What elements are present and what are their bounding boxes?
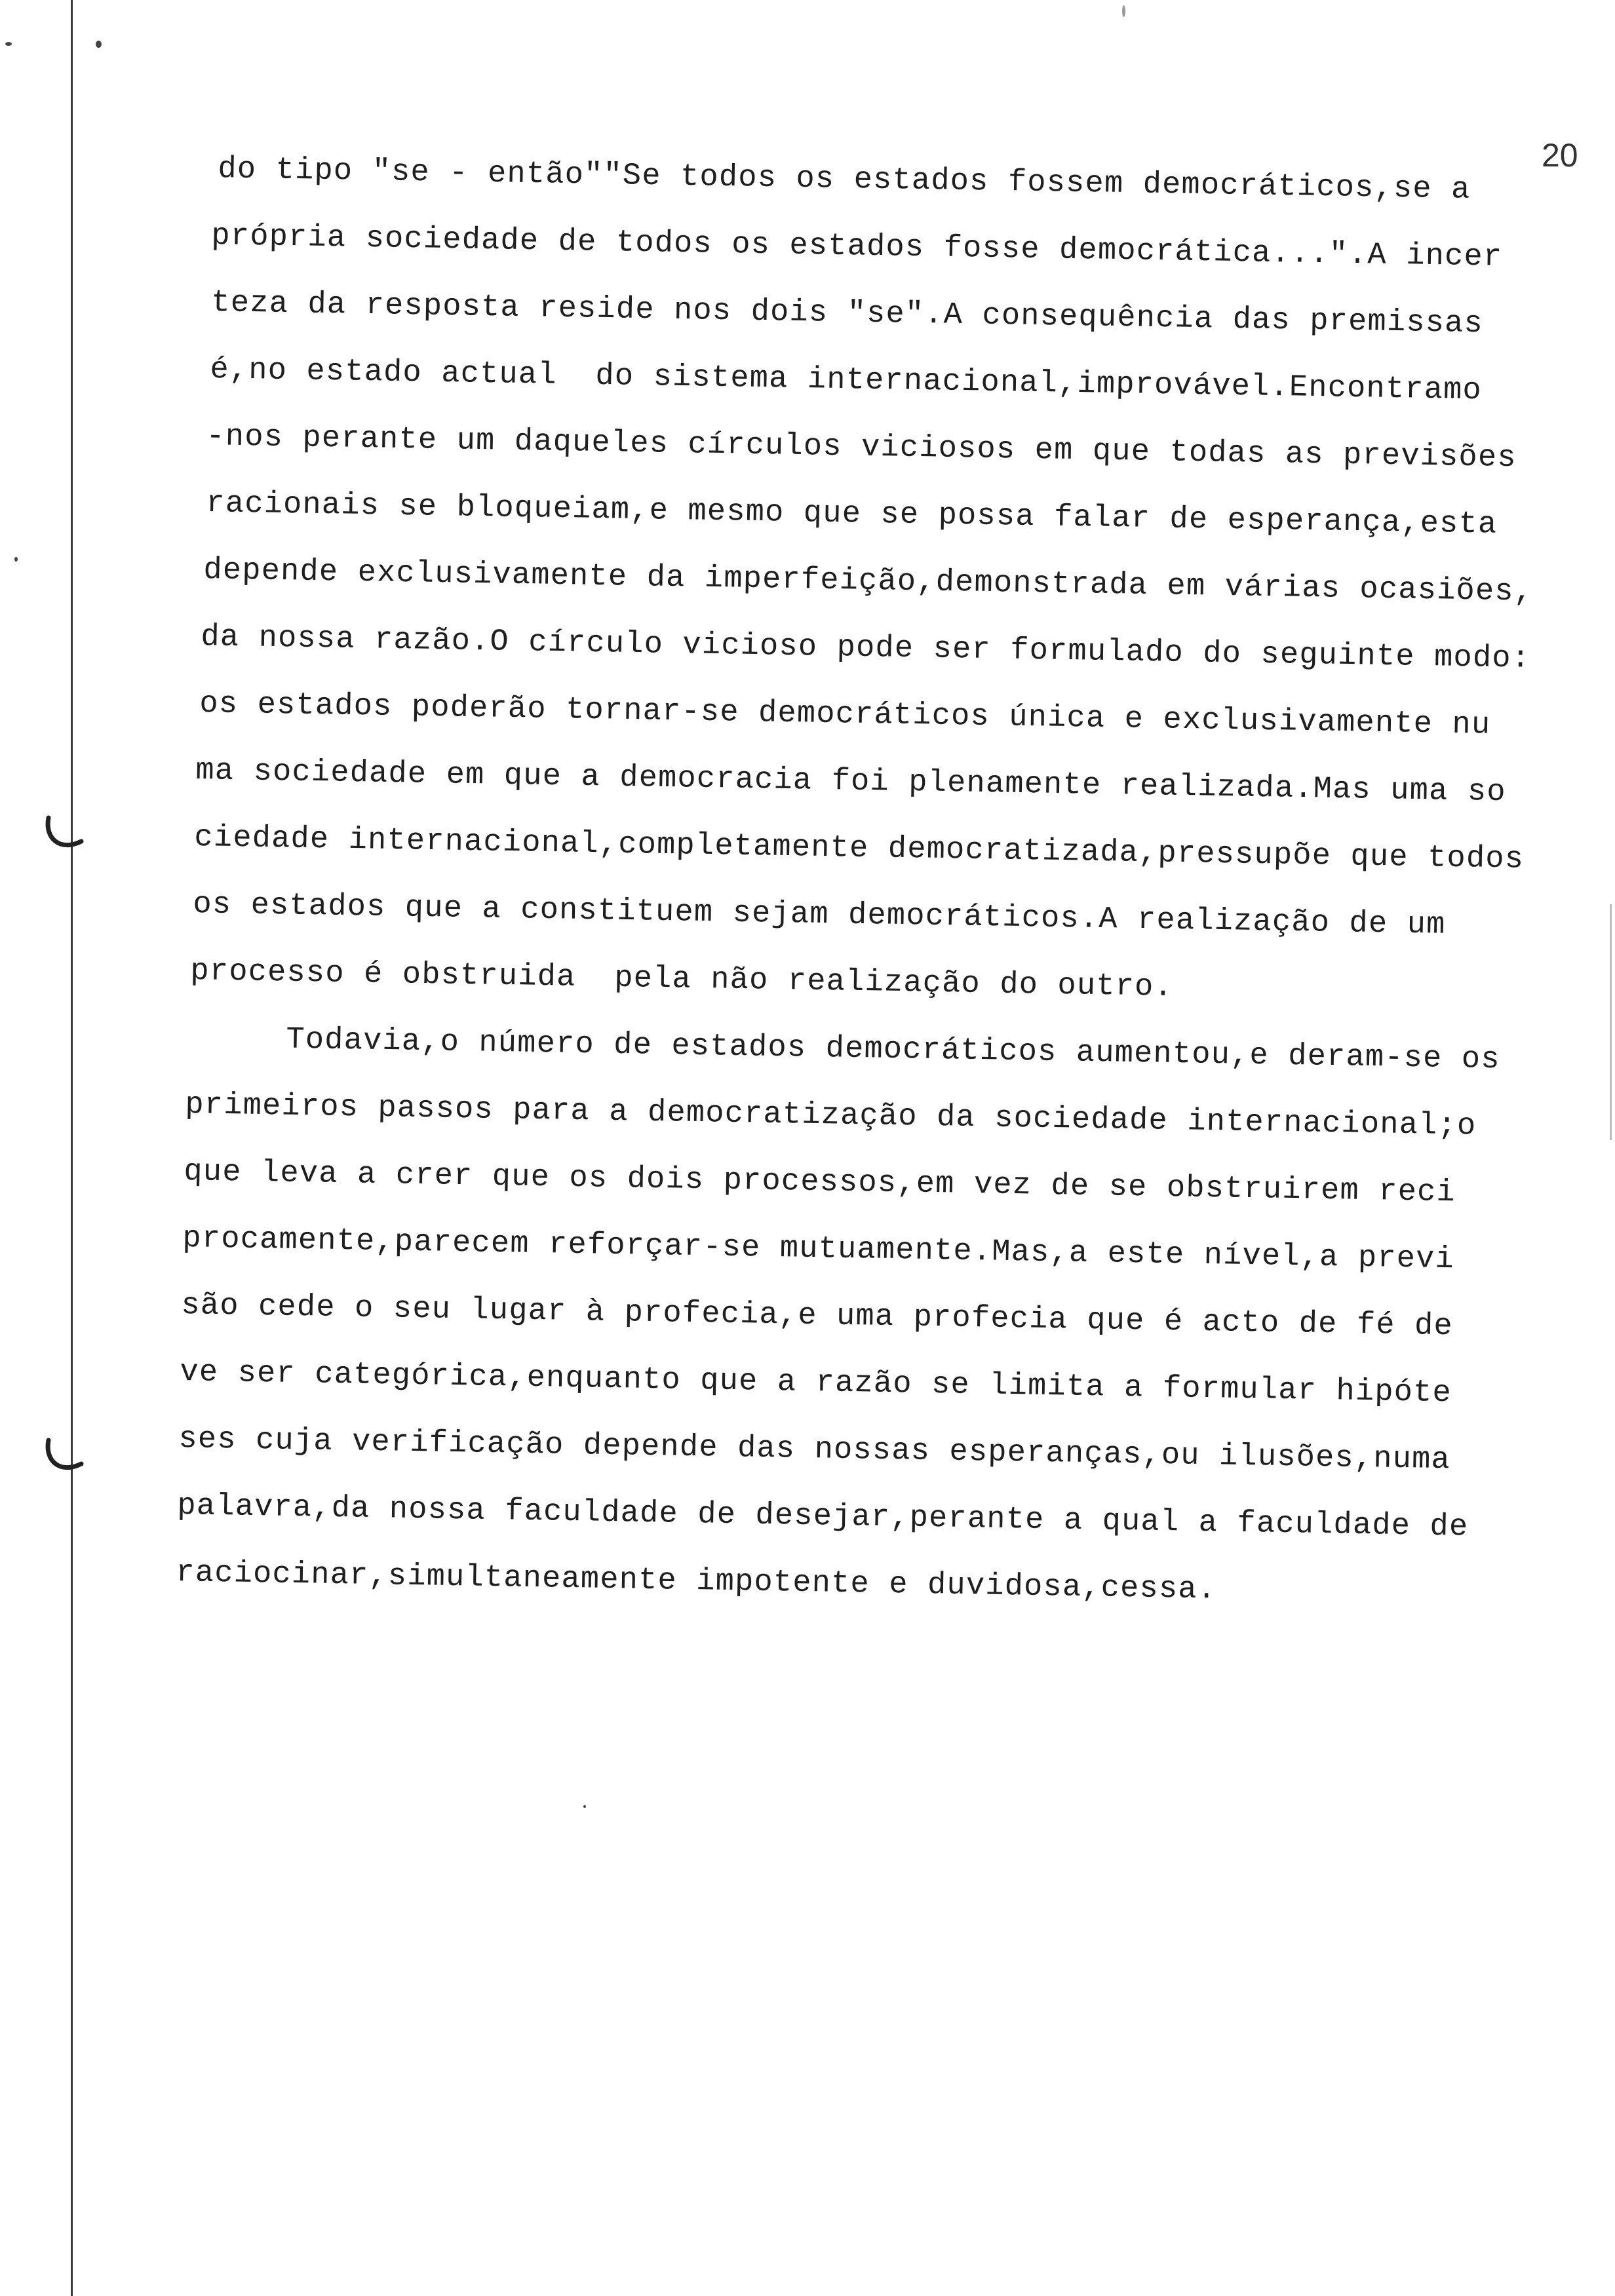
text-line: própria sociedade de todos os estados fosse democrática...".A incer (211, 219, 1503, 275)
text-line: -nos perante um daqueles círculos viciosos em que todas as previsões (206, 419, 1517, 476)
text-line: teza da resposta reside nos dois "se".A consequência das premissas (211, 286, 1484, 342)
text-line: depende exclusivamente da imperfeição,demonstrada em várias ocasiões, (203, 553, 1534, 610)
paragraph-2 (177, 1023, 1586, 1624)
text-line: ve ser categórica,enquanto que a razão se limita a formular hipóte (180, 1355, 1452, 1411)
text-line: os estados poderão tornar-se democráticos única e exclusivamente nu (199, 687, 1491, 743)
binding-hole-mark-upper (41, 813, 87, 858)
text-line: do tipo "se - então""Se todos os estados fossem democráticos,se a (218, 152, 1471, 208)
text-line: que leva a crer que os dois processos,em vez de se obstruirem reci (184, 1155, 1456, 1211)
scan-speck (14, 557, 18, 562)
body-text (177, 154, 1586, 1624)
text-line: os estados que a constituem sejam democráticos.A realização de um (193, 887, 1446, 943)
text-line: raciocinar,simultaneamente impotente e duvidosa,cessa. (176, 1556, 1217, 1608)
text-line: processo é obstruida pela não realização do outro. (190, 954, 1174, 1005)
paragraph-1 (177, 154, 1586, 1023)
text-line: primeiros passos para a democratização da sociedade internacional;o (185, 1088, 1477, 1144)
left-margin-rule (71, 0, 73, 2296)
right-edge-shadow (1610, 904, 1612, 1140)
text-line: palavra,da nossa faculdade de desejar,perante a qual a faculdade de (177, 1489, 1469, 1545)
text-line: Todavia,o número de estados democráticos aumentou,e deram-se os (285, 1022, 1501, 1078)
text-line: ses cuja verificação depende das nossas esperanças,ou ilusões,numa (178, 1422, 1451, 1478)
text-line: ciedade internacional,completamente democratizada,pressupõe que todos (194, 820, 1525, 877)
scan-speck (1122, 5, 1125, 17)
text-line: da nossa razão.O círculo vicioso pode ser formulado do seguinte modo: (201, 620, 1531, 677)
text-line: ma sociedade em que a democracia foi plenamente realizada.Mas uma so (195, 754, 1507, 811)
text-line: procamente,parecem reforçar-se mutuamente.Mas,a este nível,a previ (182, 1221, 1455, 1278)
text-line: racionais se bloqueiam,e mesmo que se possa falar de esperança,esta (206, 486, 1498, 543)
binding-hole-mark-lower (41, 1435, 87, 1481)
text-line: é,no estado actual do sistema internacional,improvável.Encontramo (210, 353, 1483, 409)
scan-speck (583, 1805, 586, 1808)
scan-speck (96, 41, 102, 48)
scan-speck (5, 42, 12, 46)
page-number: 20 (1542, 137, 1578, 174)
text-line: são cede o seu lugar à profecia,e uma profecia que é acto de fé de (181, 1288, 1454, 1345)
